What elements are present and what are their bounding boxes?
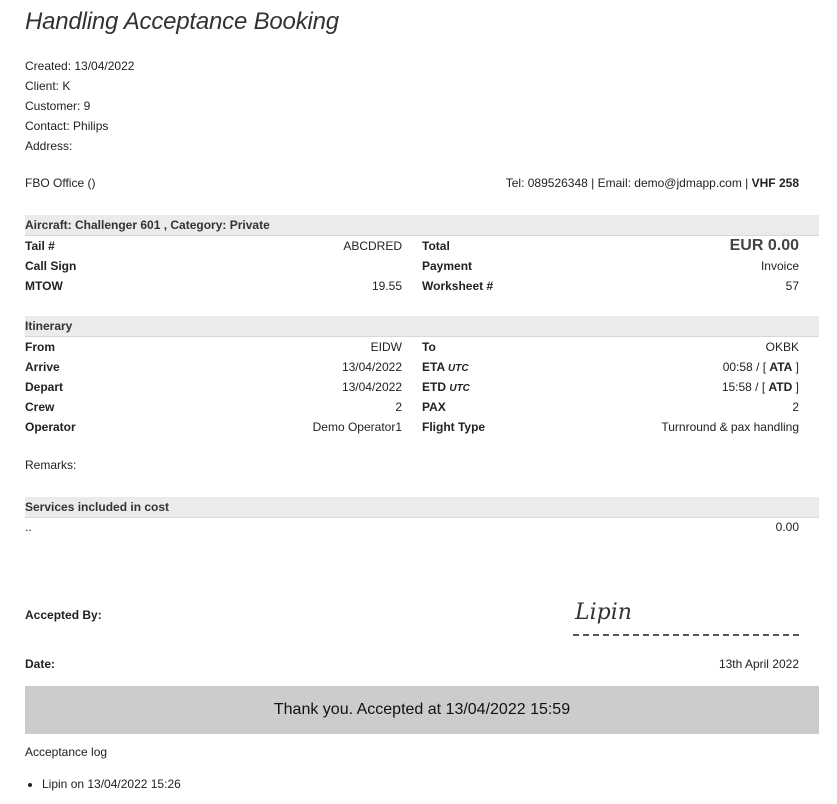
- pax-label: PAX: [422, 400, 446, 414]
- worksheet-value: 57: [785, 279, 799, 293]
- acceptance-banner: Thank you. Accepted at 13/04/2022 15:59: [25, 686, 819, 734]
- eta-value: [723, 357, 799, 377]
- remarks-label: Remarks:: [25, 458, 77, 472]
- fbo-vhf: VHF 258: [751, 176, 799, 190]
- service-item-row: [25, 520, 799, 538]
- service-item-value: 0.00: [775, 520, 799, 534]
- pax-value: 2: [792, 400, 799, 414]
- signature: Lipin: [575, 600, 632, 625]
- acceptance-log-list: [25, 775, 181, 793]
- tail-label: Tail #: [25, 239, 55, 253]
- aircraft-section-header: Aircraft: Challenger 601 , Category: Private: [25, 215, 819, 236]
- aircraft-grid: [25, 236, 799, 296]
- acceptance-log-title: Acceptance log: [25, 745, 108, 759]
- etd-time: 15:58 / [: [721, 380, 766, 394]
- from-value: EIDW: [370, 340, 402, 354]
- total-value: EUR 0.00: [729, 237, 799, 254]
- client-text: Client: K: [25, 79, 71, 93]
- etd-close: ]: [795, 380, 799, 394]
- operator-label: Operator: [25, 420, 76, 434]
- itinerary-row: [25, 357, 799, 377]
- flight-type-label: Flight Type: [422, 420, 486, 434]
- etd-atd: ATD: [768, 380, 793, 394]
- aircraft-row: [25, 236, 799, 256]
- total-label: Total: [422, 239, 450, 253]
- call-sign-label: Call Sign: [25, 259, 77, 273]
- date-value: 13th April 2022: [718, 657, 799, 671]
- etd-label-text: ETD: [422, 380, 446, 394]
- aircraft-row: [25, 276, 799, 296]
- page-title: Handling Acceptance Booking: [25, 8, 339, 35]
- payment-value: Invoice: [760, 259, 799, 273]
- etd-label: [422, 377, 470, 399]
- worksheet-label: Worksheet #: [422, 279, 494, 293]
- to-label: To: [422, 340, 436, 354]
- flight-type-value: Turnround & pax handling: [661, 420, 799, 434]
- accepted-by-label: Accepted By:: [25, 608, 102, 622]
- fbo-contact-text: Tel: 089526348 | Email: demo@jdmapp.com |: [505, 176, 749, 190]
- aircraft-row: [25, 256, 799, 276]
- customer-text: Customer: 9: [25, 99, 91, 113]
- crew-value: 2: [395, 400, 402, 414]
- eta-ata: ATA: [769, 360, 793, 374]
- list-item: • Lipin on 13/04/2022 15:26: [42, 775, 181, 793]
- payment-label: Payment: [422, 259, 473, 273]
- date-label: Date:: [25, 657, 56, 671]
- eta-close: ]: [795, 360, 799, 374]
- fbo-row: [25, 176, 799, 194]
- itinerary-row: [25, 397, 799, 417]
- tail-value: ABCDRED: [343, 239, 402, 253]
- eta-label-text: ETA: [422, 360, 445, 374]
- etd-timezone: UTC: [449, 383, 470, 394]
- itinerary-section-header: Itinerary: [25, 316, 819, 337]
- mtow-label: MTOW: [25, 279, 63, 293]
- eta-timezone: UTC: [448, 363, 469, 374]
- itinerary-grid: [25, 337, 799, 437]
- mtow-value: 19.55: [371, 279, 402, 293]
- created-text: Created: 13/04/2022: [25, 59, 135, 73]
- itinerary-row: [25, 377, 799, 397]
- itinerary-row: [25, 417, 799, 437]
- itinerary-row: [25, 337, 799, 357]
- fbo-office: FBO Office (): [25, 176, 96, 190]
- from-label: From: [25, 340, 55, 354]
- etd-value: [722, 377, 799, 397]
- eta-time: 00:58 / [: [722, 360, 767, 374]
- eta-label: [422, 357, 469, 379]
- signature-line: [573, 598, 799, 636]
- address-text: Address:: [25, 139, 73, 153]
- fbo-contact: [506, 176, 799, 190]
- services-section-header: Services included in cost: [25, 497, 819, 518]
- booking-meta: [25, 56, 134, 156]
- depart-value: 13/04/2022: [341, 380, 402, 394]
- service-item-description: ..: [25, 520, 32, 534]
- crew-label: Crew: [25, 400, 55, 414]
- to-value: OKBK: [765, 340, 799, 354]
- operator-value: Demo Operator1: [312, 420, 402, 434]
- arrive-label: Arrive: [25, 360, 60, 374]
- depart-label: Depart: [25, 380, 64, 394]
- contact-text: Contact: Philips: [25, 119, 109, 133]
- arrive-value: 13/04/2022: [341, 360, 402, 374]
